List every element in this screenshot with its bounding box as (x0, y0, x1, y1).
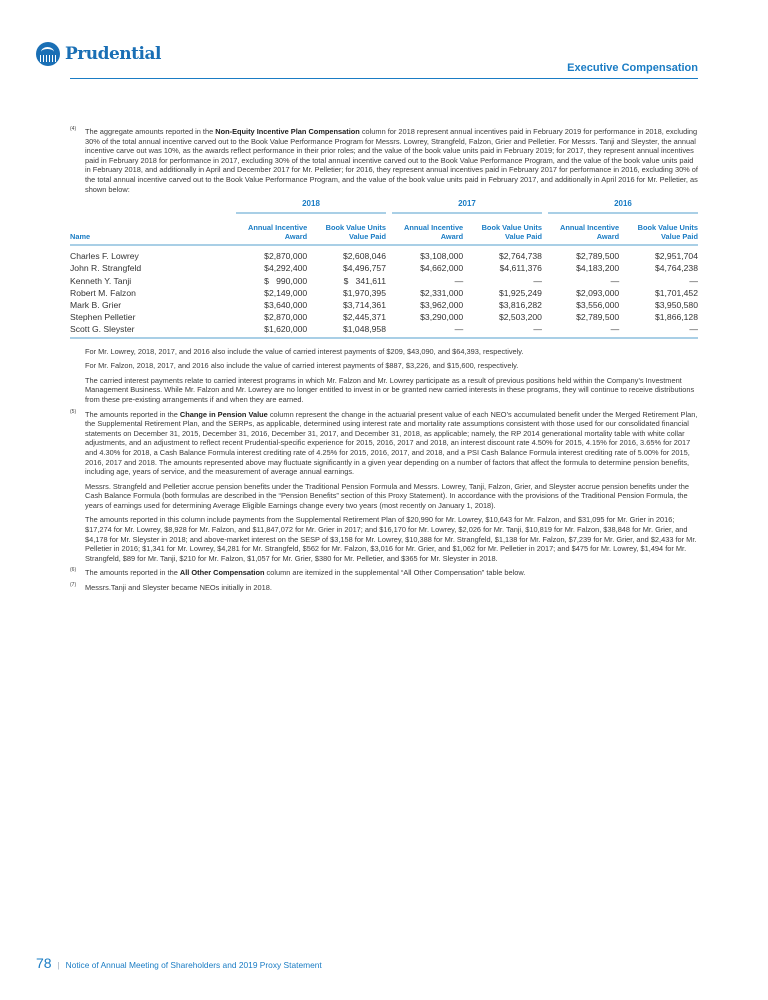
year-header-2017: 2017 (386, 199, 542, 218)
executive-name: Stephen Pelletier (70, 312, 136, 323)
header-divider (70, 78, 698, 79)
page-footer (36, 955, 322, 971)
table-cell: $3,714,361 (342, 299, 386, 310)
footnote-marker: (4) (70, 126, 77, 132)
executive-name: Mark B. Grier (70, 299, 122, 310)
executive-name: Robert M. Falzon (70, 287, 136, 298)
note-carried-interest: The carried interest payments relate to carried interest programs in which Mr. Falzon and Mr. Lowrey participate as a result of previous positions held within the Company’s Investment Management Business. While Mr. Falzon and Mr. Lowrey are no longer entitled to invest in or be granted new carried interests in these programs, they will continue to receive distributions from these pre-existing arrangements if and when they are earned. (85, 375, 695, 404)
table-row (70, 262, 698, 274)
table-cell: $1,701,452 (654, 287, 698, 298)
supplemental-payments-paragraph: The amounts reported in this column include payments from the Supplemental Retirement Plan of $20,990 for Mr. Lowrey, $10,643 for Mr. Falzon, and $31,095 for Mr. Grier in 2016; $17,274 for Mr. Lowrey, $8,928 for Mr. Falzon, and $11,847,072 for Mr. Grier in 2017; and $16,170 for Mr. Lowrey, $2,026 for Mr. Tanji, $10,819 for Mr. Falzon, $38,848 for Mr. Grier, and $4,178 for Mr. Sleyster in 2018; and above-market interest on the SESP of $3,158 for Mr. Lowrey, $10,388 for Mr. Strangfeld, $1,138 for Mr. Falzon, $7,239 for Mr. Grier, and $2,433 for Mr. Pelletier in 2016; $1,341 for Mr. Lowrey, $4,281 for Mr. Strangfeld, $562 for Mr. Falzon, $3,016 for Mr. Grier, and $1,062 for Mr. Pelletier in 2017; and $475 for Mr. Lowrey, $1,494 for Mr. Strangfeld, $89 for Mr. Tanji, $210 for Mr. Falzon, $1,057 for Mr. Grier, $380 for Mr. Pelletier, and $365 for Mr. Sleyster in 2018. (85, 515, 697, 563)
executive-name: Charles F. Lowrey (70, 251, 139, 262)
column-header-award: Annual Incentive Award (230, 218, 307, 245)
table-cell: $3,962,000 (420, 299, 464, 310)
table-cell: $4,183,200 (576, 263, 620, 274)
footnote-marker: (5) (70, 408, 77, 415)
column-header-book-value: Book Value Units Value Paid (619, 218, 698, 245)
table-cell: $2,331,000 (420, 287, 464, 298)
table-cell: — (610, 275, 620, 286)
footnote-text: The aggregate amounts reported in the (85, 127, 216, 136)
table-cell: $1,620,000 (230, 323, 307, 337)
footnote-marker: (6) (70, 567, 77, 574)
note-lowrey: For Mr. Lowrey, 2018, 2017, and 2016 also include the value of carried interest payments of $209, $43,090, and $64,393, respectively. (85, 346, 524, 356)
column-header-book-value: Book Value Units Value Paid (307, 218, 386, 245)
table-cell: $2,608,046 (342, 251, 386, 262)
footnote-bold-term: Non-Equity Incentive Plan Compensation (215, 127, 360, 136)
pension-formula-paragraph: Messrs. Strangfeld and Pelletier accrue pension benefits under the Traditional Pension Formula and Messrs. Lowrey, Tanji, Falzon, Grier, and Sleyster accrue pension benefits under the Cash Balance Formula (both formulas are described in the “Pension Benefits” section of this Proxy Statement). In accordance with the provisions of the Traditional Pension Formula, the years of earnings used for determining Average Eligible Earnings change every two years (most recently on January 1, 2018). (85, 481, 690, 510)
table-row (70, 287, 698, 299)
document-body (70, 127, 698, 598)
page-number: 78 (36, 955, 52, 971)
table-cell: $3,640,000 (264, 299, 308, 310)
table-cell: — (542, 323, 619, 337)
section-title: Executive Compensation (567, 62, 698, 74)
table-cell: $ 990,000 (264, 275, 308, 286)
table-row (70, 275, 698, 287)
footnote-bold-term: Change in Pension Value (179, 409, 268, 419)
table-cell: $4,611,376 (499, 263, 542, 274)
table-cell: — (463, 323, 542, 337)
footer-separator: | (57, 961, 60, 970)
table-cell: $2,503,200 (498, 312, 542, 323)
column-header-name: Name (70, 218, 230, 245)
table-cell: $2,149,000 (264, 287, 308, 298)
table-cell: $2,789,500 (576, 251, 620, 262)
footnote-text: The amounts reported in the (85, 409, 180, 419)
table-cell: $3,950,580 (654, 299, 698, 310)
table-cell: $2,870,000 (264, 251, 308, 262)
table-cell: $2,789,500 (576, 312, 620, 323)
footnote-4 (70, 127, 698, 194)
table-cell: $1,970,395 (342, 287, 386, 298)
footer-title: Notice of Annual Meeting of Shareholders and 2019 Proxy Statement (65, 960, 322, 970)
footnote-6 (70, 568, 698, 578)
footnote-text: The amounts reported in the (85, 568, 180, 578)
table-cell: $4,764,238 (654, 263, 698, 274)
footnote-7 (70, 583, 698, 593)
year-header-2018: 2018 (230, 199, 386, 218)
year-header-2016: 2016 (542, 199, 698, 218)
footnote-5 (70, 410, 698, 477)
table-cell: — (689, 275, 698, 286)
brand-name: Prudential (65, 44, 161, 64)
table-cell: $2,764,738 (498, 251, 542, 262)
table-cell: $4,496,757 (342, 263, 386, 274)
table-cell: $2,870,000 (264, 312, 308, 323)
table-cell: $3,108,000 (420, 251, 464, 262)
rock-logo-icon (36, 42, 60, 66)
footnote-text: column for 2018 represent annual incentives paid in February 2019 for performance in 2018, excluding 30% of the total annual incentive carved out to the Book Value Performance Program for Messrs. Lowrey, Strangfeld, Falzon, Grier and Pelletier. For Messrs. Tanji and Sleyster, the annual incentive carve out was 10%, as the awards reflect performance in their prior roles; and the value of the book value units paid in February 2019; for 2017, they represent annual incentives paid in February 2018 for performance in 2017, excluding 30% of the total annual incentive carved out to the Book Value Performance Program, and the value of the book value units paid in February 2018, and additionally in April and December 2017 for Mr. Pelletier; for 2016, they represent annual incentives paid in February 2017 for performance in 2016, excluding 30% of the total annual incentive carved out to the Book Value Performance Program, and the value of the book value units paid in February 2017, and additionally in April 2016 for Mr. Pelletier, as shown below: (85, 127, 698, 194)
column-header-award: Annual Incentive Award (386, 218, 463, 245)
executive-name: John R. Strangfeld (70, 263, 142, 274)
table-cell: $4,292,400 (264, 263, 308, 274)
table-cell: $3,556,000 (576, 299, 620, 310)
table-cell: $ 341,611 (343, 275, 386, 286)
table-row (70, 299, 698, 311)
incentive-table (70, 199, 698, 338)
table-cell: $1,866,128 (654, 312, 698, 323)
table-cell: $4,662,000 (420, 263, 464, 274)
table-row (70, 323, 698, 337)
table-row (70, 311, 698, 323)
executive-name: Scott G. Sleyster (70, 323, 230, 337)
executive-name: Kenneth Y. Tanji (70, 275, 132, 286)
table-cell: $1,925,249 (498, 287, 542, 298)
table-row (70, 245, 698, 262)
footnote-marker: (7) (70, 582, 77, 589)
footnote-text: column are itemized in the supplemental “All Other Compensation” table below. (264, 568, 526, 578)
prudential-logo (36, 42, 161, 66)
table-cell: $2,093,000 (576, 287, 620, 298)
table-cell: $2,951,704 (654, 251, 698, 262)
column-header-award: Annual Incentive Award (542, 218, 619, 245)
footnote-text: column represent the change in the actuarial present value of each NEO’s accumulated benefit under the Merged Retirement Plan, the Supplemental Retirement Plan, and the SERPs, as applicable, determined using interest rate and mortality rate assumptions consistent with those used for our consolidated financial statements on December 31, 2015, December 31, 2016, December 31, 2017, and December 31, 2018, as applicable; namely, the RP 2014 generational mortality table with white collar adjustments, and an adjustment to reflect recent Prudential-specific experience for 2015, 2016, 2017 and 2018, an interest discount rate 4.50% for 2015, 4.15% for 2016, 3.65% for 2017 and 4.30% for 2018, a Cash Balance Formula interest crediting rate of 4.25% for 2015, 2016, 2017, and 2018, and a PSI Cash Balance Formula interest crediting rate of 5.00% for 2015, 2016, 2017 and 2018. The amounts represented above may fluctuate significantly in a given year depending on a number of factors that affect the formula to determine pension benefits, including age, years of service, and the measurement of average annual earnings. (85, 409, 698, 477)
footnote-bold-term: All Other Compensation (179, 568, 265, 578)
table-cell: — (454, 275, 464, 286)
table-cell: $3,816,282 (498, 299, 542, 310)
table-cell: $1,048,958 (307, 323, 386, 337)
table-cell: $3,290,000 (420, 312, 464, 323)
note-falzon: For Mr. Falzon, 2018, 2017, and 2016 also include the value of carried interest payments of $887, $3,226, and $15,600, respectively. (85, 361, 519, 371)
table-cell: — (386, 323, 463, 337)
footnote-text: Messrs.Tanji and Sleyster became NEOs initially in 2018. (85, 583, 272, 593)
column-header-book-value: Book Value Units Value Paid (463, 218, 542, 245)
table-cell: $2,445,371 (342, 312, 386, 323)
table-cell: — (619, 323, 698, 337)
table-cell: — (533, 275, 542, 286)
